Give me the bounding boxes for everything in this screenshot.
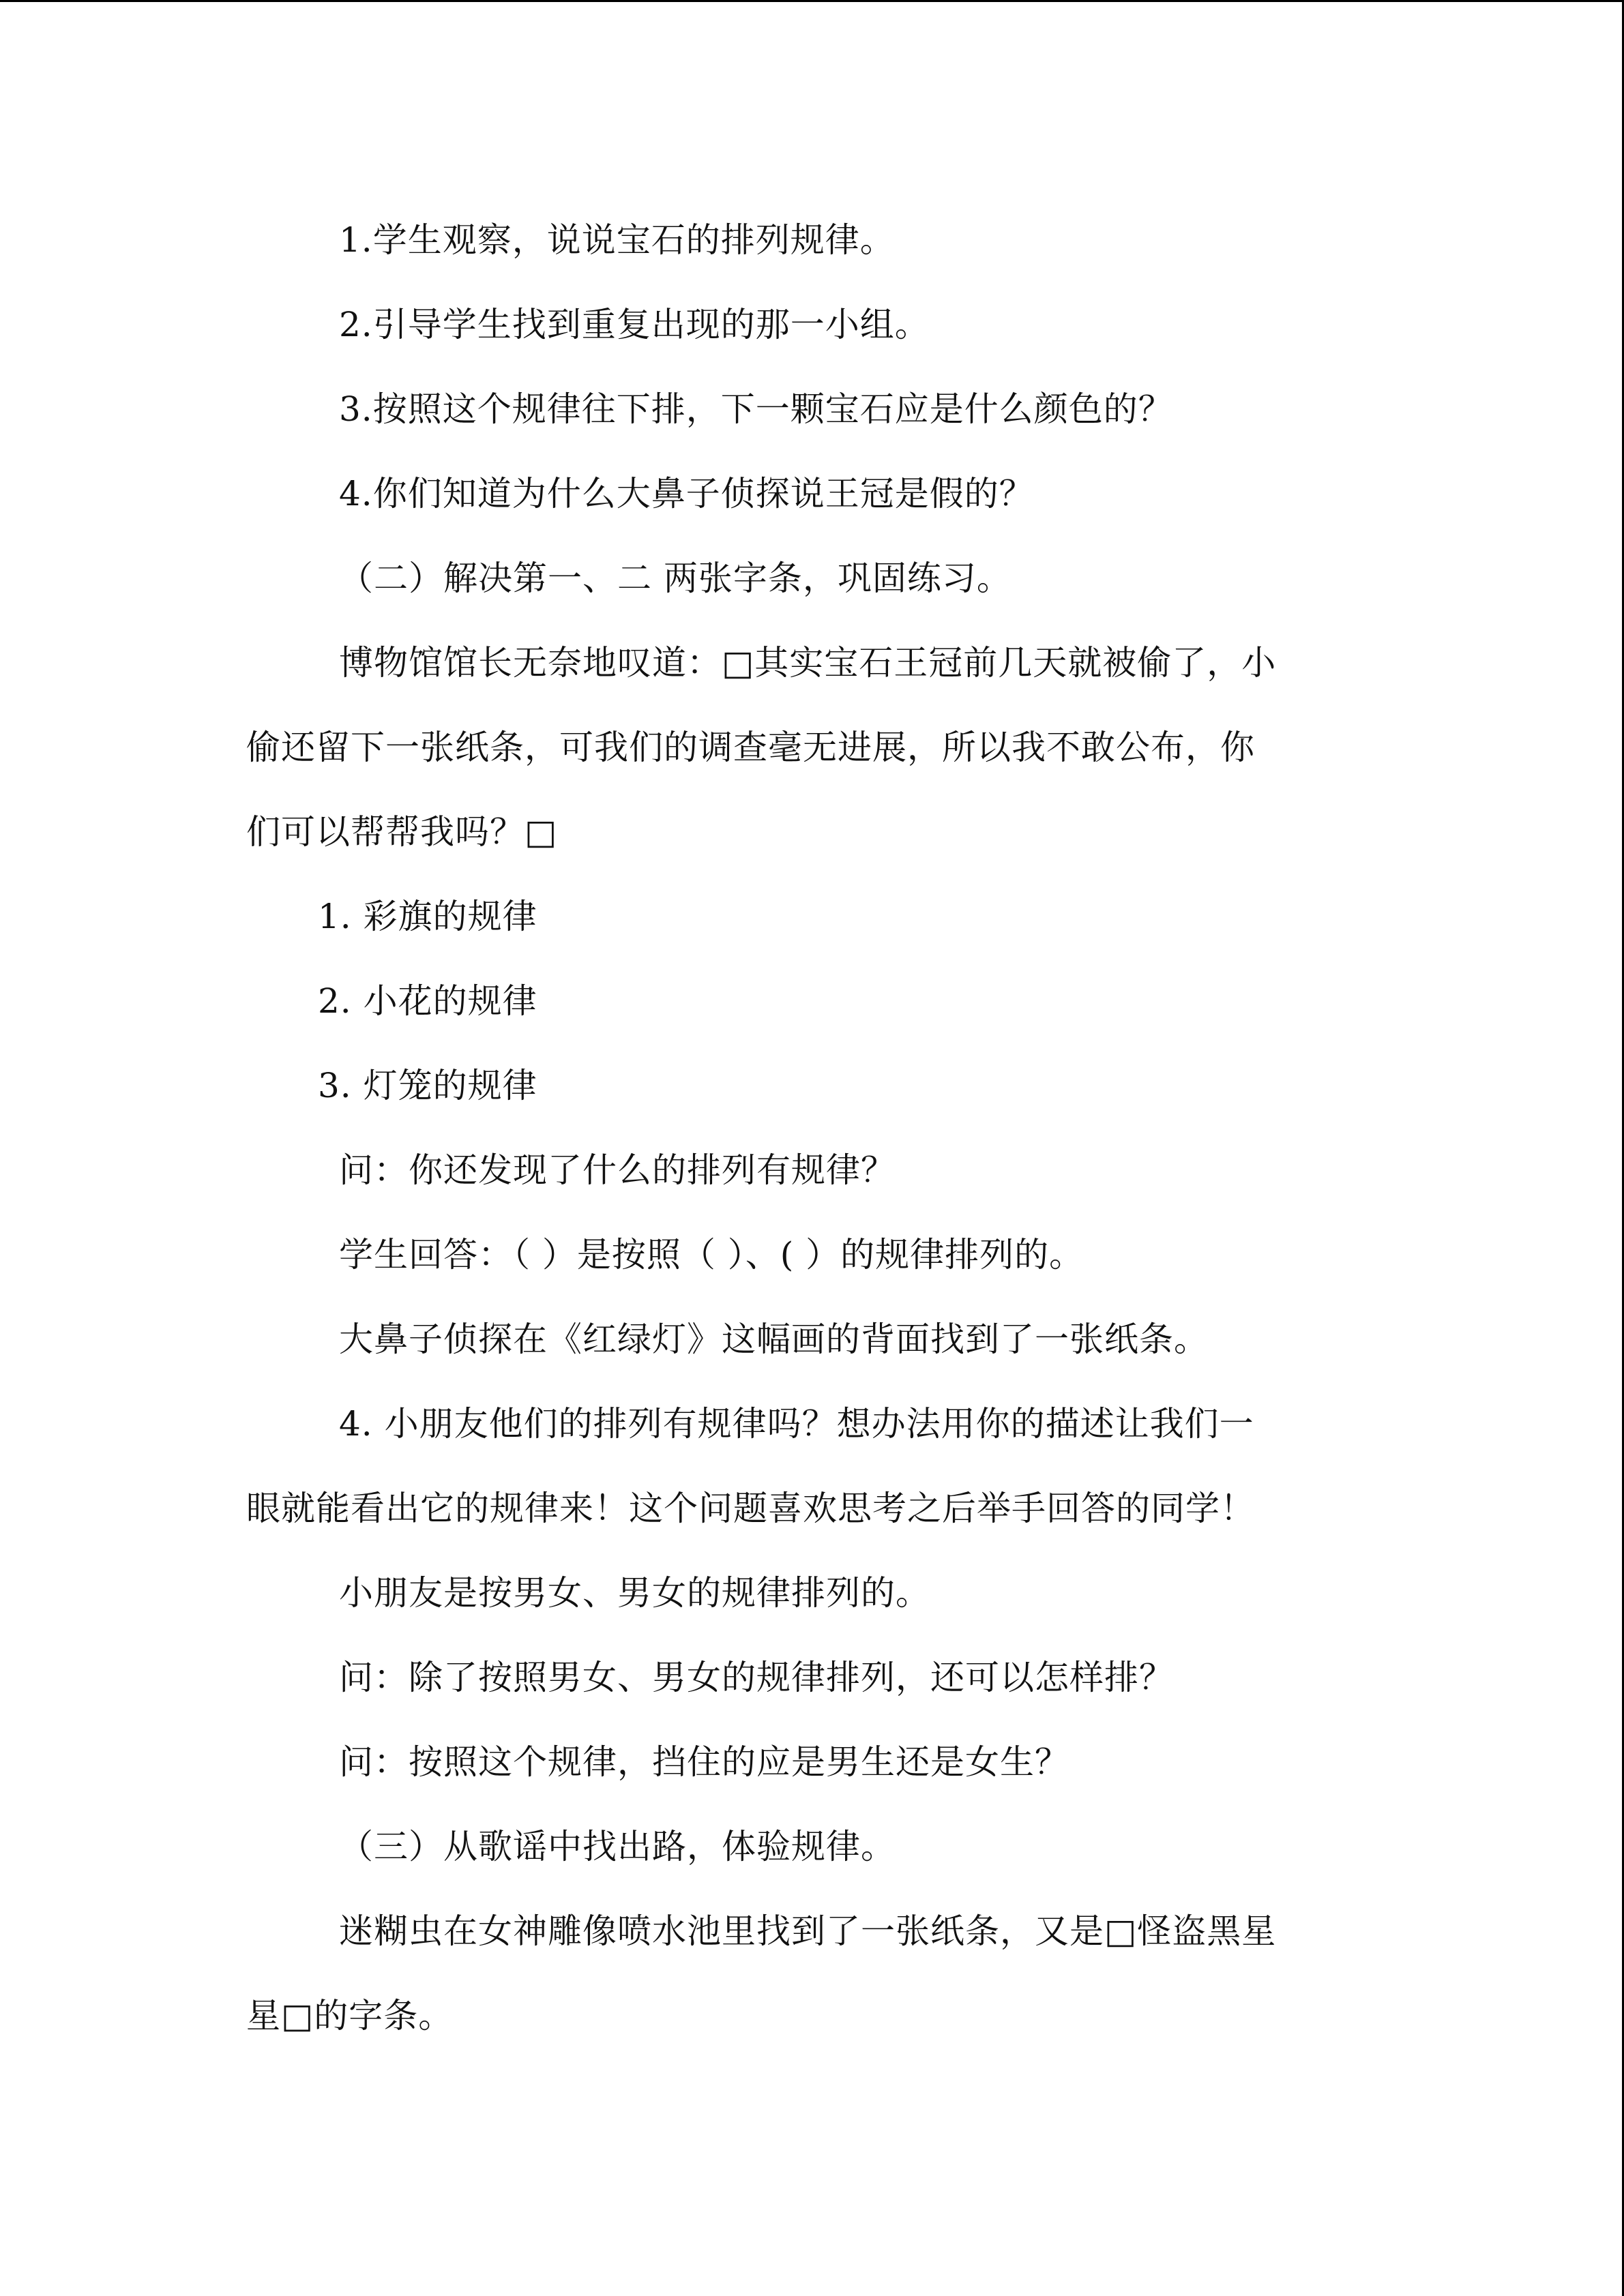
text-line-step-2: 2.引导学生找到重复出现的那一小组。 [339, 305, 930, 344]
paragraph-fountain-line-1: 迷糊虫在女神雕像喷水池里找到了一张纸条，又是□怪盗黑星 [339, 1911, 1277, 1951]
section-heading-3: （三）从歌谣中找出路，体验规律。 [339, 1827, 896, 1866]
list-item-lanterns: 3. 灯笼的规律 [318, 1066, 537, 1105]
paragraph-museum-line-1: 博物馆馆长无奈地叹道：□其实宝石王冠前几天就被偷了，小 [339, 643, 1277, 683]
paragraph-boy-girl: 小朋友是按男女、男女的规律排列的。 [339, 1573, 930, 1613]
question-line-2: 问：除了按照男女、男女的规律排列，还可以怎样排？ [339, 1658, 1174, 1697]
paragraph-museum-line-2: 偷还留下一张纸条，可我们的调查毫无进展，所以我不敢公布，你 [246, 728, 1255, 767]
paragraph-museum-line-3: 们可以帮帮我吗？□ [246, 812, 558, 852]
list-item-flags: 1. 彩旗的规律 [318, 897, 537, 936]
paragraph-fountain-line-2: 星□的字条。 [246, 1996, 454, 2036]
text-line-step-3: 3.按照这个规律往下排，下一颗宝石应是什么颜色的？ [339, 389, 1173, 429]
list-item-flowers: 2. 小花的规律 [318, 981, 537, 1021]
text-line-step-1: 1.学生观察，说说宝石的排列规律。 [339, 220, 895, 260]
paragraph-kids-line-2: 眼就能看出它的规律来！这个问题喜欢思考之后举手回答的同学！ [246, 1489, 1255, 1528]
question-line-3: 问：按照这个规律，挡住的应是男生还是女生？ [339, 1742, 1069, 1782]
student-answer-line: 学生回答：（ ）是按照（ ）、( ）的规律排列的。 [339, 1235, 1084, 1274]
paragraph-detective: 大鼻子侦探在《红绿灯》这幅画的背面找到了一张纸条。 [339, 1320, 1209, 1359]
paragraph-kids-line-1: 4. 小朋友他们的排列有规律吗？想办法用你的描述让我们一 [339, 1404, 1254, 1444]
text-line-step-4: 4.你们知道为什么大鼻子侦探说王冠是假的？ [339, 474, 1034, 513]
question-line-1: 问：你还发现了什么的排列有规律？ [339, 1150, 896, 1190]
section-heading-2: （二）解决第一、二 两张字条，巩固练习。 [339, 558, 1012, 598]
